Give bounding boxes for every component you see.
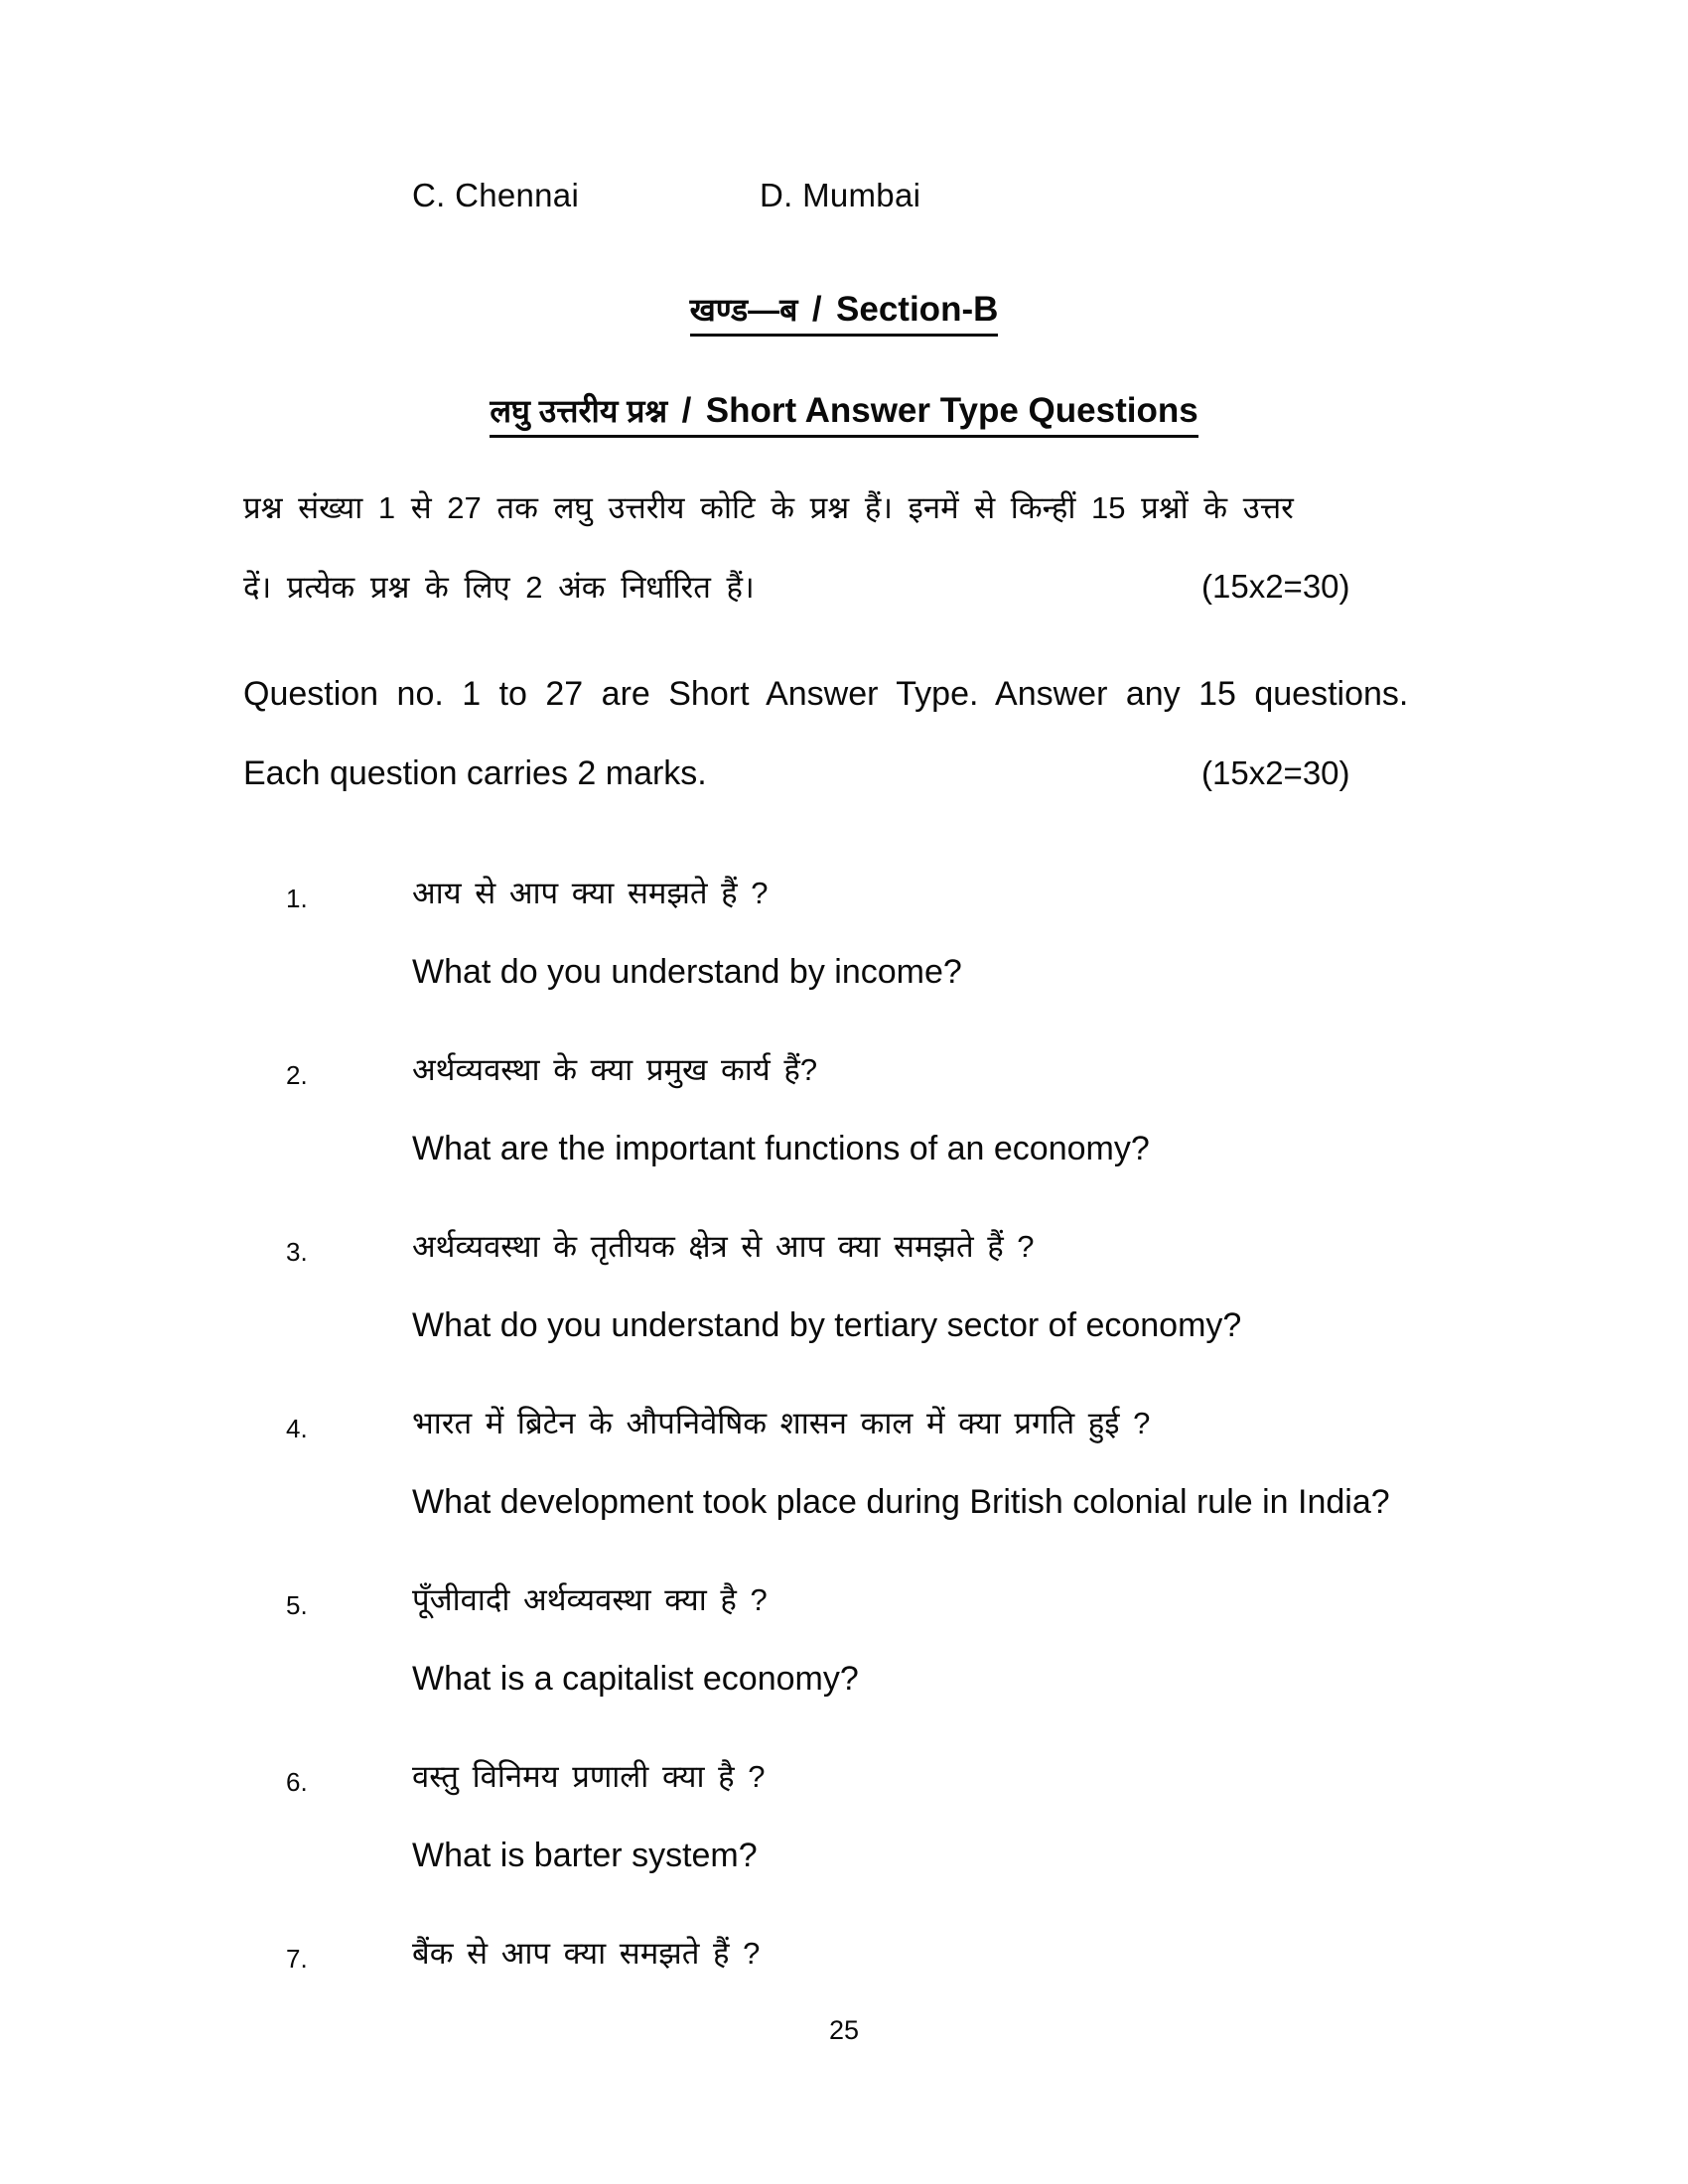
question-item	[286, 1759, 1626, 1930]
section-heading-hindi: खण्ड—ब	[689, 292, 798, 328]
section-heading-english: Section-B	[836, 290, 999, 329]
question-text-hindi: अर्थव्यवस्था के तृतीयक क्षेत्र से आप क्या समझते हैं ?	[412, 1229, 1035, 1264]
instructions-english	[243, 675, 1450, 834]
question-item	[286, 1936, 1626, 2015]
question-item	[286, 1052, 1626, 1223]
question-text-english: What do you understand by income?	[412, 953, 962, 991]
mcq-options-row	[412, 177, 1405, 214]
page-number: 25	[828, 2015, 860, 2045]
instructions-hindi-marks: (15x2=30)	[1201, 568, 1350, 605]
question-text-hindi: पूँजीवादी अर्थव्यवस्था क्या है ?	[412, 1582, 768, 1617]
instructions-english-line1: Question no. 1 to 27 are Short Answer Type. Answer any 15 questions.	[243, 675, 1409, 713]
instructions-english-line2: Each question carries 2 marks.	[243, 754, 707, 792]
question-type-heading-separator: /	[681, 391, 692, 430]
question-type-heading-english: Short Answer Type Questions	[705, 391, 1198, 430]
question-item	[286, 1229, 1626, 1400]
question-text-english: What is a capitalist economy?	[412, 1660, 859, 1698]
section-heading-separator: /	[811, 290, 822, 329]
mcq-option-d: D. Mumbai	[760, 177, 921, 213]
question-type-heading	[0, 389, 1688, 438]
question-text-english: What development took place during British colonial rule in India?	[412, 1483, 1390, 1521]
question-number: 6.	[286, 1767, 308, 1797]
question-number: 3.	[286, 1237, 308, 1267]
question-type-heading-hindi: लघु उत्तरीय प्रश्न	[490, 393, 668, 429]
instructions-hindi	[243, 486, 1450, 645]
question-text-hindi: अर्थव्यवस्था के क्या प्रमुख कार्य हैं?	[412, 1052, 818, 1087]
instructions-hindi-line2: दें। प्रत्येक प्रश्न के लिए 2 अंक निर्धारित हैं।	[243, 570, 755, 605]
question-number: 1.	[286, 884, 308, 913]
question-text-english: What are the important functions of an economy?	[412, 1130, 1150, 1167]
question-text-english: What is barter system?	[412, 1837, 758, 1874]
question-text-english: What do you understand by tertiary sector of economy?	[412, 1306, 1242, 1344]
question-item	[286, 876, 1626, 1046]
question-number: 7.	[286, 1944, 308, 1974]
section-heading	[0, 288, 1688, 337]
question-list	[286, 876, 1626, 2021]
question-text-hindi: वस्तु विनिमय प्रणाली क्या है ?	[412, 1759, 766, 1794]
question-text-hindi: भारत में ब्रिटेन के औपनिवेषिक शासन काल में क्या प्रगति हुई ?	[412, 1406, 1151, 1440]
question-text-hindi: बैंक से आप क्या समझते हैं ?	[412, 1936, 761, 1971]
question-number: 5.	[286, 1590, 308, 1620]
question-text-hindi: आय से आप क्या समझते हैं ?	[412, 876, 769, 910]
question-item	[286, 1582, 1626, 1753]
instructions-hindi-line1: प्रश्न संख्या 1 से 27 तक लघु उत्तरीय कोटि के प्रश्न हैं। इनमें से किन्हीं 15 प्रश्नों के उत्तर	[243, 490, 1294, 525]
mcq-option-c: C. Chennai	[412, 177, 580, 213]
question-number: 2.	[286, 1060, 308, 1090]
question-item	[286, 1406, 1626, 1576]
instructions-english-marks: (15x2=30)	[1201, 754, 1350, 791]
question-number: 4.	[286, 1414, 308, 1443]
